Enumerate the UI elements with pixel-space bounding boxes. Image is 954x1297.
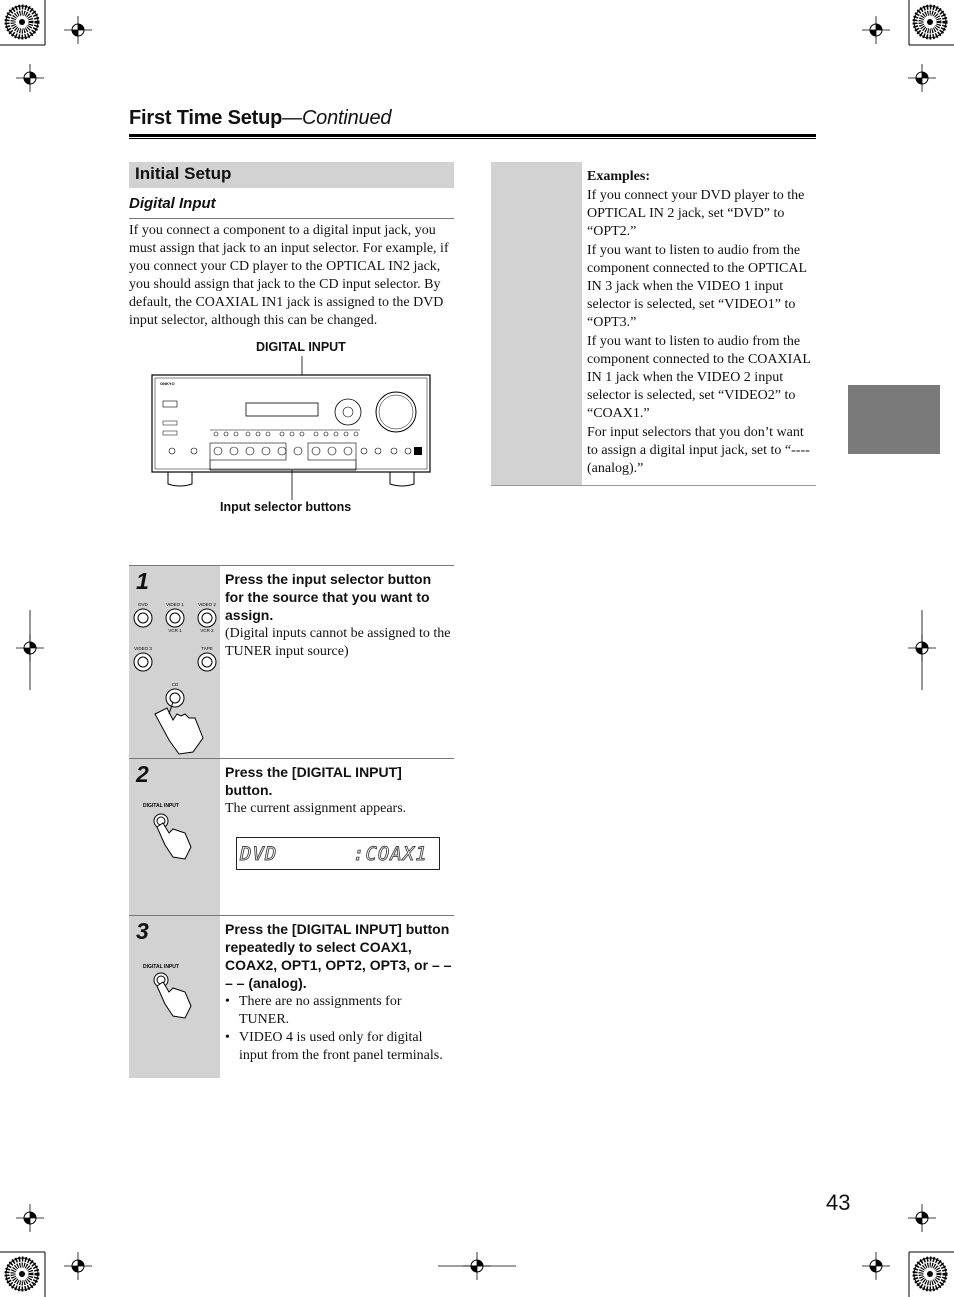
step-1-body: (Digital inputs cannot be assigned to the TUNER input source) xyxy=(225,626,451,659)
display-text-left: DVD xyxy=(240,843,278,865)
step-3-heading: Press the [DIGITAL INPUT] button repeatedly to select COAX1, COAX2, OPT1, OPT2, OPT3, or – – – – (analog). xyxy=(225,921,452,991)
selector-label-dvd: DVD xyxy=(138,602,148,607)
step-2-body: The current assignment appears. xyxy=(225,801,407,816)
step-2-heading: Press the [DIGITAL INPUT] button. xyxy=(225,764,402,798)
selector-sublabel-vcr1: VCR 1 xyxy=(168,628,182,633)
examples-bottom-rule xyxy=(491,485,816,486)
subsection-rule xyxy=(129,218,454,219)
selector-label-tape: TAPE xyxy=(201,646,213,651)
selector-label-video1: VIDEO 1 xyxy=(166,602,184,607)
examples-gray-panel xyxy=(491,162,582,485)
digital-input-button-illustration xyxy=(139,799,219,869)
step-3-bullets xyxy=(225,993,453,1065)
digital-input-button-label: DIGITAL INPUT xyxy=(143,803,179,809)
selector-sublabel-vcr2: VCR 2 xyxy=(200,628,214,633)
examples-title: Examples: xyxy=(587,169,650,184)
step-3-bullet-2: • VIDEO 4 is used only for digital input from the front panel terminals. xyxy=(225,1029,453,1065)
selector-label-video2: VIDEO 2 xyxy=(198,602,216,607)
header-title-text: First Time Setup xyxy=(129,107,283,129)
example-paragraph-4: For input selectors that you don’t want to assign a digital input jack, set to “---- (analog).” xyxy=(587,425,810,476)
step-3-text xyxy=(225,920,453,1065)
example-paragraph-3: If you want to listen to audio from the component connected to the COAXIAL IN 1 jack when the VIDEO 2 input selector is selected, set “VIDEO2” to “COAX1.” xyxy=(587,334,811,421)
step-1-number: 1 xyxy=(136,568,149,594)
example-paragraph-2: If you want to listen to audio from the component connected to the OPTICAL IN 3 jack when the VIDEO 1 input selector is selected, set “VIDEO1” to “OPT3.” xyxy=(587,243,807,330)
figure-label-input-selectors: Input selector buttons xyxy=(220,500,352,514)
page-number: 43 xyxy=(826,1190,851,1215)
step-3-number: 3 xyxy=(136,918,149,944)
header-rule xyxy=(129,134,816,139)
receiver-front-panel-illustration xyxy=(150,354,434,504)
display-text-right: :COAX1 xyxy=(353,843,428,865)
header-title-suffix: —Continued xyxy=(282,107,392,129)
chapter-side-tab xyxy=(848,385,940,454)
section-title: Initial Setup xyxy=(135,164,232,183)
step-3-bullet-1: • There are no assignments for TUNER. xyxy=(225,993,453,1029)
digital-input-button-illustration-repeat xyxy=(139,960,219,1030)
input-selector-buttons-illustration xyxy=(129,596,220,756)
selector-label-video3: VIDEO 3 xyxy=(134,646,152,651)
step-2-number: 2 xyxy=(136,761,149,787)
page-header-title xyxy=(129,107,391,130)
fl-display-readout xyxy=(236,837,440,870)
subsection-title: Digital Input xyxy=(129,195,216,212)
svg-text:ONKYO: ONKYO xyxy=(160,381,175,386)
section-band xyxy=(129,162,454,188)
selector-label-cd: CD xyxy=(171,682,179,687)
step-3 xyxy=(129,916,454,1078)
figure-label-digital-input: DIGITAL INPUT xyxy=(256,340,346,354)
step-2-text xyxy=(225,763,453,818)
step-1-heading: Press the input selector button for the source that you want to assign. xyxy=(225,571,432,623)
digital-input-button-label-repeat: DIGITAL INPUT xyxy=(143,964,179,970)
intro-paragraph: If you connect a component to a digital input jack, you must assign that jack to an input selector. For example, if you connect your CD player to the OPTICAL IN2 jack, you should assign that jack to the CD input selector. By default, the COAXIAL IN1 jack is assigned to the DVD input selector, although this can be changed. xyxy=(129,223,449,328)
examples-box xyxy=(587,168,815,479)
step-1-text xyxy=(225,570,453,661)
example-paragraph-1: If you connect your DVD player to the OPTICAL IN 2 jack, set “DVD” to “OPT2.” xyxy=(587,188,805,239)
step-1 xyxy=(129,566,454,758)
